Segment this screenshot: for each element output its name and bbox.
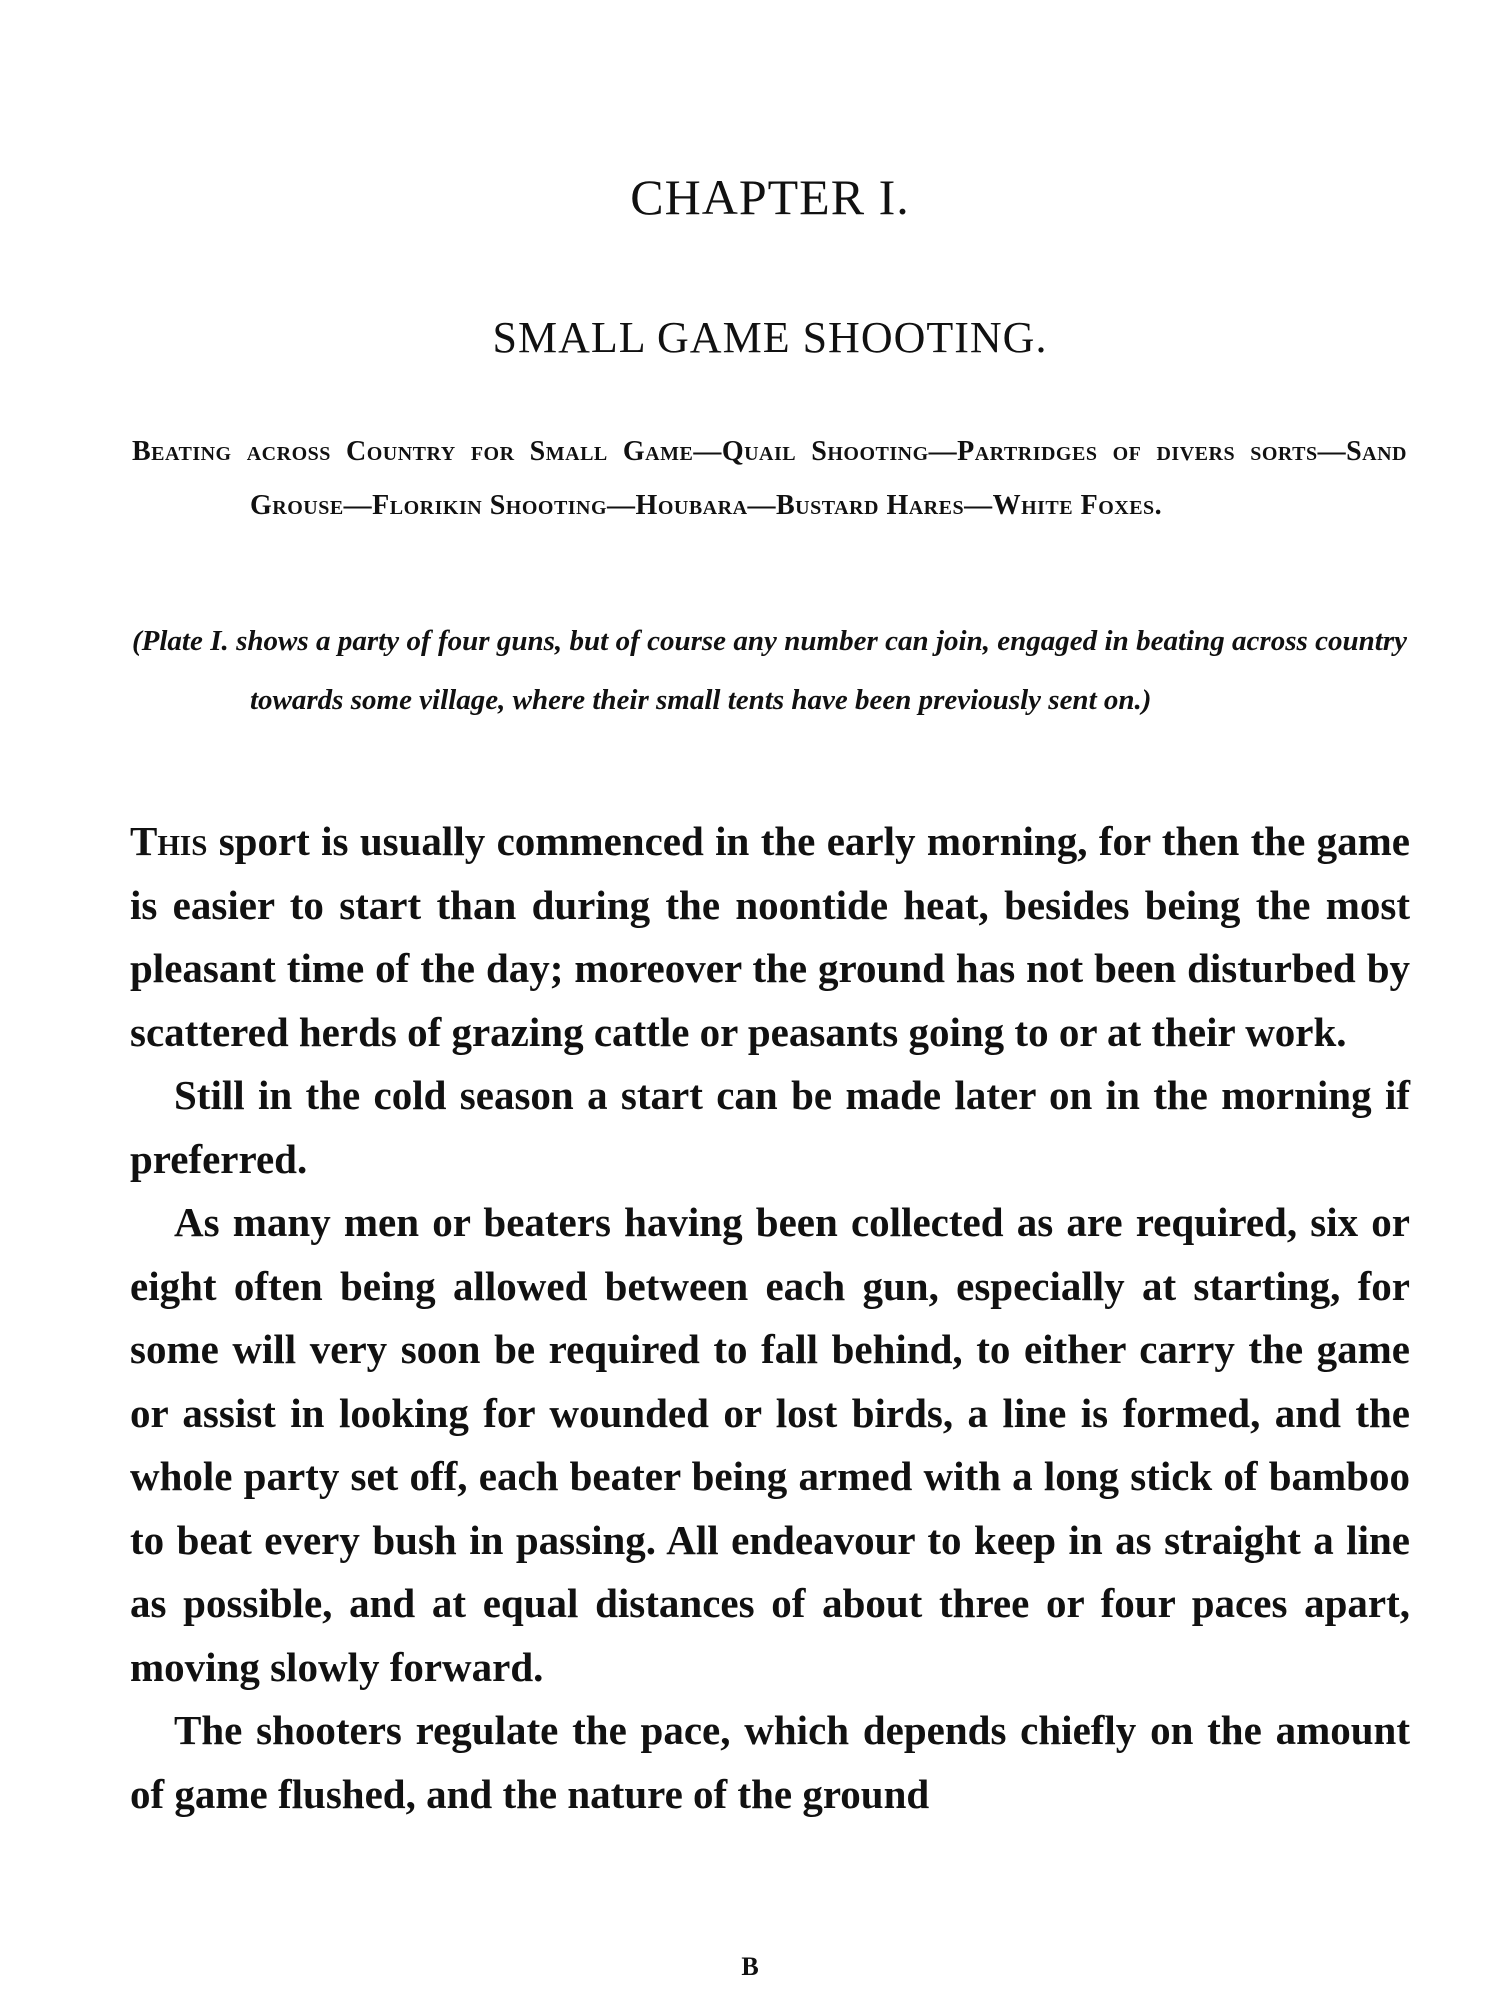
paragraph-1: [130, 810, 1410, 1064]
chapter-heading: CHAPTER I.: [630, 169, 910, 225]
paragraph-3: As many men or beaters having been collected as are required, six or eight often being allowed between each gun, especially at starting, for some will very soon be required to fall behind, to either carry the game or assist in looking for wounded or lost birds, a line is formed, and the whole party set off, each beater being armed with a long stick of bamboo to beat every bush in passing. All endeavour to keep in as straight a line as possible, and at equal distances of about three or four paces apart, moving slowly forward.: [130, 1199, 1410, 1690]
signature-mark: B: [741, 1952, 759, 1981]
chapter-synopsis: Beating across Country for Small Game—Quail Shooting—Partridges of divers sorts—Sand Grouse—Florikin Shooting—Houbara—Bustard Hares—White Foxes.: [132, 436, 1407, 521]
paragraph-2: Still in the cold season a start can be made later on in the morning if preferred.: [130, 1072, 1410, 1182]
plate-note: (Plate I. shows a party of four guns, but of course any number can join, engaged in beating across country towards some village, where their small tents have been previously sent on.): [132, 625, 1407, 716]
chapter-title: SMALL GAME SHOOTING.: [492, 313, 1048, 362]
paragraph-1-lead-word: This: [130, 818, 208, 864]
paragraph-4: The shooters regulate the pace, which depends chiefly on the amount of game flushed, and the nature of the ground: [130, 1707, 1410, 1817]
paragraph-1-text: sport is usually commenced in the early morning, for then the game is easier to start than during the noontide heat, besides being the most pleasant time of the day; moreover the ground has not been disturbed by scattered herds of grazing cattle or peasants going to or at their work.: [130, 818, 1410, 1055]
body-text: [130, 810, 1410, 1826]
